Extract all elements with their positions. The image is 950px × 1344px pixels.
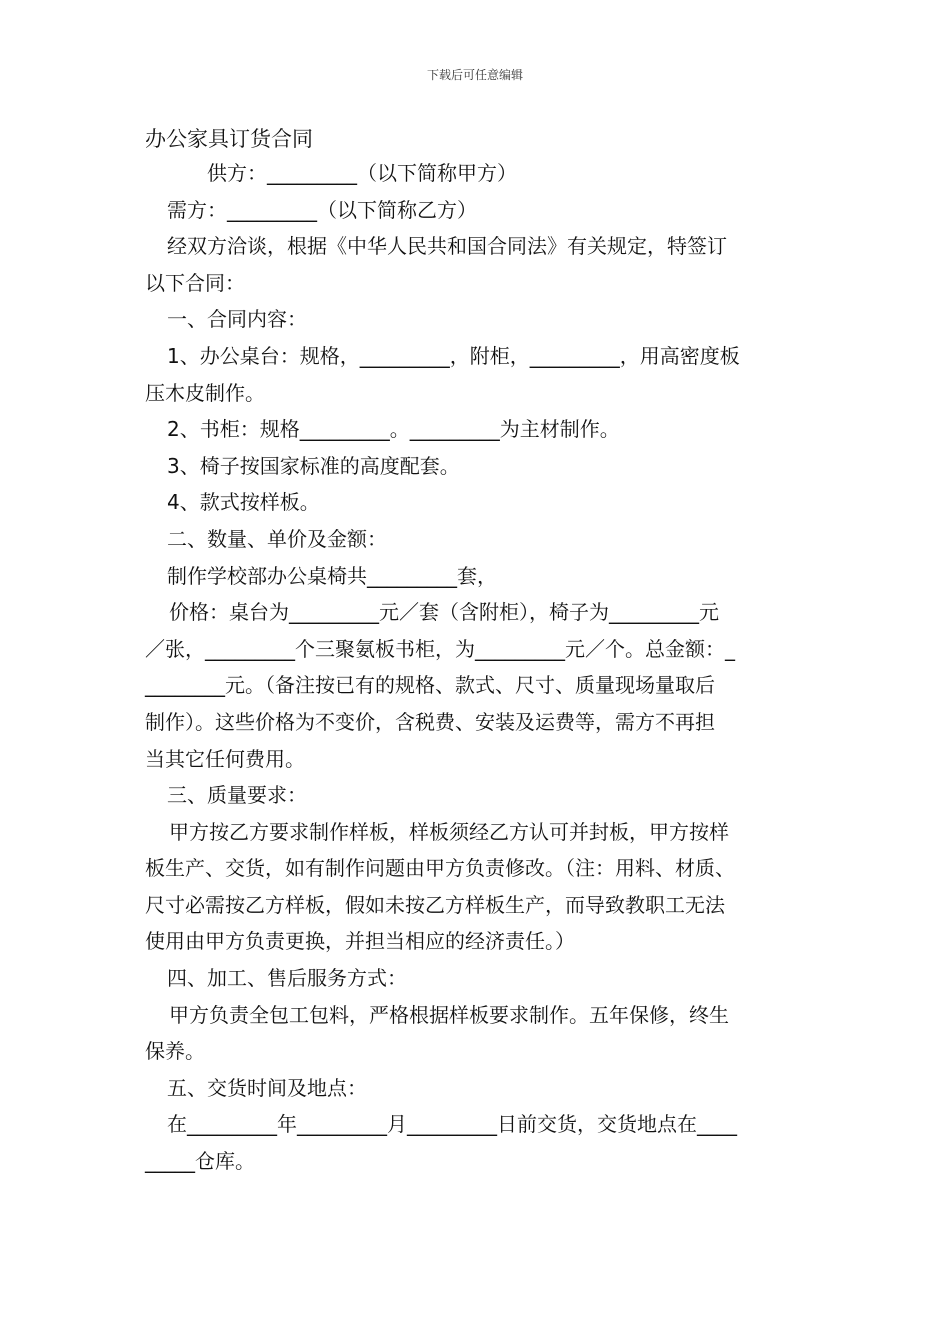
- paragraph-line: 甲方负责全包工包料，严格根据样板要求制作。五年保修，终生: [169, 1002, 729, 1027]
- paragraph-line: 尺寸必需按乙方样板，假如未按乙方样板生产，而导致教职工无法: [145, 892, 725, 917]
- paragraph-line: _____仓库。: [145, 1149, 255, 1174]
- paragraph-line: 在_________年_________月_________日前交货，交货地点在____: [167, 1112, 737, 1137]
- paragraph-line: 以下合同：: [145, 270, 245, 295]
- section-heading: 五、交货时间及地点：: [167, 1075, 367, 1100]
- paragraph-line: 压木皮制作。: [145, 380, 265, 405]
- paragraph-line: 4、款式按样板。: [167, 490, 320, 515]
- section-heading: 二、数量、单价及金额：: [167, 526, 387, 551]
- paragraph-line: ／张，_________个三聚氨板书柜，为_________元／个。总金额：_: [145, 636, 735, 661]
- document-title: 办公家具订货合同: [145, 127, 313, 151]
- paragraph-line: 使用由甲方负责更换，并担当相应的经济责任。）: [145, 929, 575, 954]
- section-heading: 三、质量要求：: [167, 783, 307, 808]
- paragraph-line: 制作）。这些价格为不变价，含税费、安装及运费等，需方不再担: [145, 709, 715, 734]
- paragraph-line: 1、办公桌台：规格，_________，附柜，_________，用高密度板: [167, 343, 740, 368]
- paragraph-line: 价格：桌台为_________元／套（含附柜），椅子为_________元: [169, 600, 719, 625]
- supplier-line: 供方：_________（以下简称甲方）: [207, 161, 517, 185]
- paragraph-line: 2、书柜：规格_________。_________为主材制作。: [167, 417, 620, 442]
- paragraph-line: ________元。（备注按已有的规格、款式、尺寸、质量现场量取后: [145, 673, 715, 698]
- page-header: 下载后可任意编辑: [426, 68, 523, 82]
- paragraph-line: 甲方按乙方要求制作样板，样板须经乙方认可并封板，甲方按样: [169, 819, 729, 844]
- buyer-line: 需方：_________（以下简称乙方）: [167, 197, 477, 222]
- paragraph-line: 板生产、交货，如有制作问题由甲方负责修改。（注：用料、材质、: [145, 856, 735, 881]
- paragraph-line: 经双方洽谈，根据《中华人民共和国合同法》有关规定，特签订: [167, 234, 727, 259]
- section-heading: 四、加工、售后服务方式：: [167, 966, 407, 991]
- document-body: [145, 155, 810, 1180]
- paragraph-line: 制作学校部办公桌椅共_________套，: [167, 563, 497, 588]
- paragraph-line: 当其它任何费用。: [145, 746, 305, 771]
- paragraph-line: 3、椅子按国家标准的高度配套。: [167, 453, 460, 478]
- section-heading: 一、合同内容：: [167, 307, 307, 332]
- paragraph-line: 保养。: [145, 1039, 205, 1064]
